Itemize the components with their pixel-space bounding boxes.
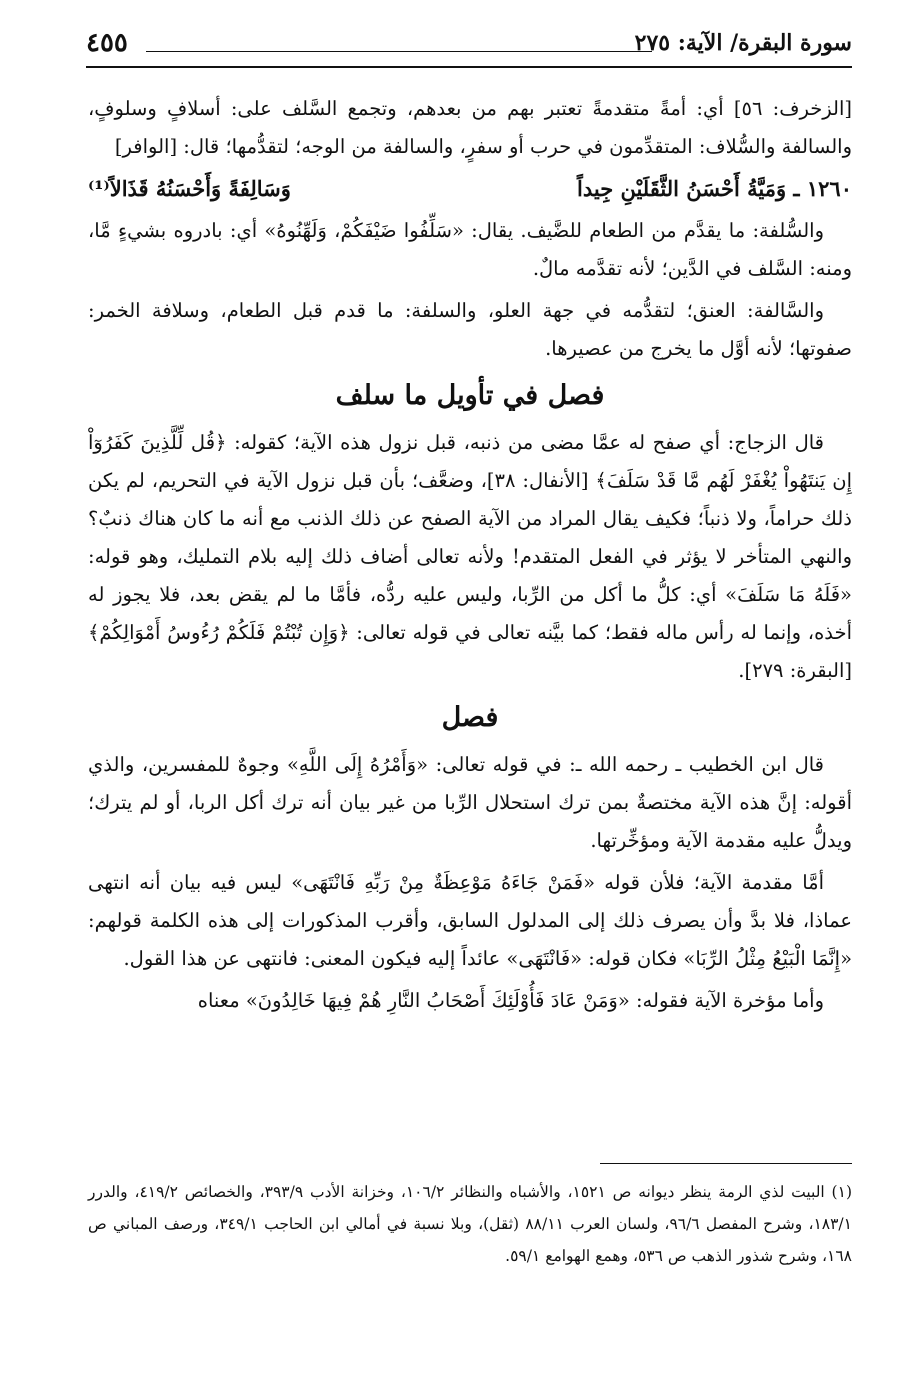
section-heading: فصل في تأويل ما سلف: [335, 380, 605, 411]
verse-first-hemistich: ١٢٦٠ ـ وَمَيَّةُ أَحْسَنُ الثَّقَلَيْنِ جِيداً: [577, 176, 852, 201]
section-heading: فصل: [441, 702, 499, 733]
paragraph: وأما مؤخرة الآية فقوله: «وَمَنْ عَادَ فَأُوْلَئِكَ أَصْحَابُ النَّارِ هُمْ فِيهَا خَالِدُونَ» معناه: [197, 989, 824, 1012]
footnote-rule: [600, 1163, 852, 1164]
paragraph: والسُّلفة: ما يقدَّم من الطعام للضَّيف. يقال: «سَلِّفُوا ضَيْفَكُمْ، وَلَهِّنُوهُ» أي: بادروه بشيءٍ مَّا، ومنه: السَّلف في الدَّين؛ لأنه تقدَّمه مالٌ.: [88, 219, 852, 280]
poetry-verse: [88, 170, 852, 208]
footnote: (١) البيت لذي الرمة ينظر ديوانه ص ١٥٢١، والأشباه والنظائر ١٠٦/٢، وخزانة الأدب ٣٩٣/٩، والخصائص ٤١٩/٢، والدرر ١٨٣/١، وشرح المفصل ٩٦/٦، ولسان العرب ٨٨/١١ (ثقل)، وبلا نسبة في أمالي ابن الحاجب ٣٤٩/١، ورصف المباني ص ١٦٨، وشرح شذور الذهب ص ٥٣٦، وهمع الهوامع ٥٩/١.: [88, 1183, 852, 1265]
paragraph: قال ابن الخطيب ـ رحمه الله ـ: في قوله تعالى: «وَأَمْرُهُ إِلَى اللَّهِ» وجوهٌ للمفسرين، والذي أقوله: إنَّ هذه الآية مختصةٌ بمن ترك استحلال الرِّبا من غير بيان أنه ترك أكل الربا، أو لم يترك؛ ويدلُّ عليه مقدمة الآية ومؤخِّرتها.: [88, 753, 852, 852]
verse-second-hemistich: وَسَالِفَةً وَأَحْسَنُهُ قَذَالاً⁽¹⁾: [88, 176, 291, 201]
paragraph: قال الزجاج: أي صفح له عمَّا مضى من ذنبه، قبل نزول هذه الآية؛ كقوله: ﴿قُل لِّلَّذِينَ كَفَرُوٓاْ إِن يَنتَهُواْ يُغْفَرْ لَهُم مَّا قَدْ سَلَفَ﴾ [الأنفال: ٣٨]، وضعَّف؛ بأن قبل نزول الآية في التحريم، لم يكن ذلك حراماً، ولا ذنباً؛ فكيف يقال المراد من الآية الصفح عن ذلك الذنب مع أنه ما كان هناك ذنبٌ؟ والنهي المتأخر لا يؤثر في الفعل المتقدم! ولأنه تعالى أضاف ذلك إليه بلام التمليك، وهو قوله: «فَلَهُ مَا سَلَفَ» أي: كلُّ ما أكل من الرِّبا، وليس عليه ردُّه، فأمَّا ما لم يقض بعد، فلا يجوز له أخذه، وإنما له رأس ماله فقط؛ كما بيَّنه تعالى في قوله تعالى: ﴿وَإِن تُبْتُمْ فَلَكُمْ رُءُوسُ أَمْوَالِكُمْ﴾ [البقرة: ٢٧٩].: [88, 431, 852, 682]
paragraph: والسَّالفة: العنق؛ لتقدُّمه في جهة العلو، والسلفة: ما قدم قبل الطعام، وسلافة الخمر: صفوتها؛ لأنه أوَّل ما يخرج من عصيرها.: [88, 299, 852, 360]
header-rule: [86, 66, 852, 68]
paragraph: أمَّا مقدمة الآية؛ فلأن قوله «فَمَنْ جَاءَهُ مَوْعِظَةٌ مِنْ رَبِّهِ فَانْتَهَى» ليس فيه بيان أنه انتهى عماذا، فلا بدَّ وأن يصرف ذلك إلى المدلول السابق، وأقرب المذكورات إلى هذه الكلمة قولهم: «إِنَّمَا الْبَيْعُ مِثْلُ الرِّبَا» فكان قوله: «فَانْتَهَى» عائداً إليه فيكون المعنى: فانتهى عن هذا القول.: [88, 871, 852, 970]
page-header: [86, 28, 852, 70]
header-line: [146, 51, 652, 52]
paragraph: [الزخرف: ٥٦] أي: أمةً متقدمةً تعتبر بهم من بعدهم، وتجمع السَّلف على: أسلافٍ وسلوفٍ، والسالفة والسُّلاف: المتقدِّمون في حرب أو سفرٍ، والسالفة من الوجه؛ لتقدُّمها؛ قال: [الوافر]: [88, 97, 852, 158]
main-text: [88, 90, 852, 1024]
header-title: سورة البقرة/ الآية: ٢٧٥: [634, 30, 852, 56]
page-number: ٤٥٥: [86, 28, 128, 58]
